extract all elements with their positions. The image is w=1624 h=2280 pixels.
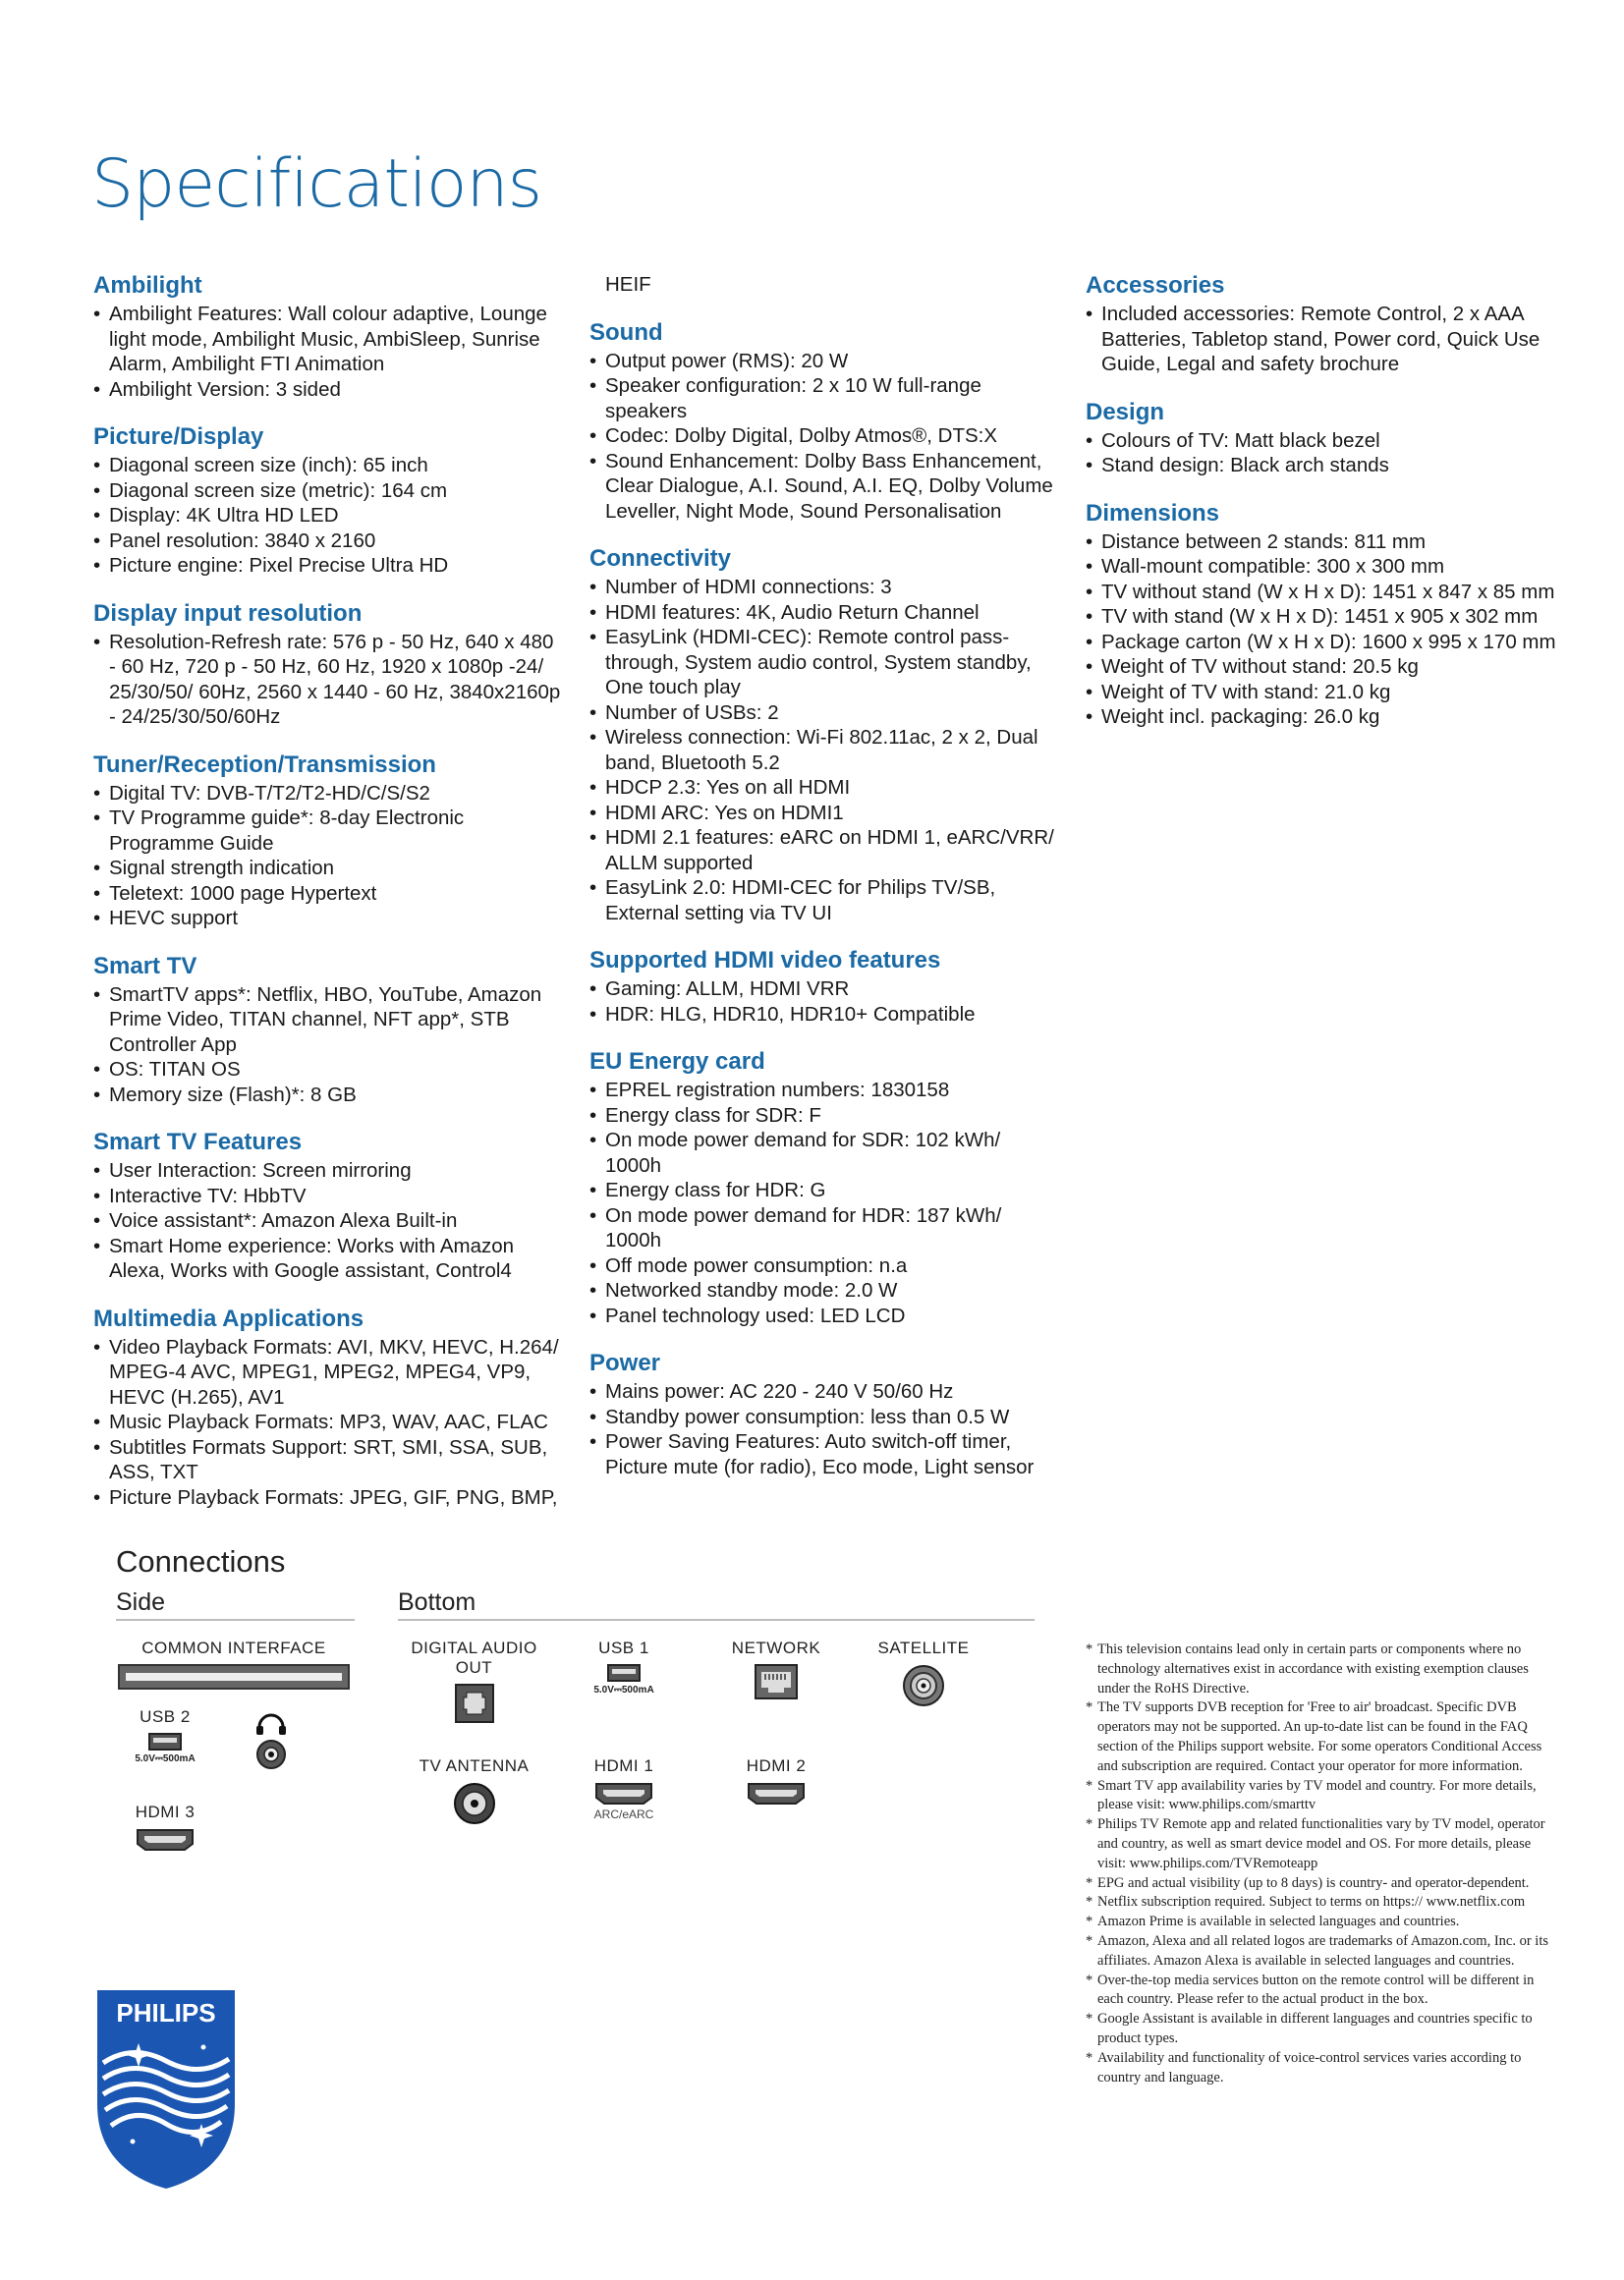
- spec-section: [93, 751, 565, 931]
- connections-side-label: Side: [116, 1588, 166, 1616]
- spec-section: [1086, 272, 1577, 377]
- spec-item: • Voice assistant*: Amazon Alexa Built-in: [93, 1208, 565, 1234]
- spec-item: • Number of USBs: 2: [589, 700, 1061, 726]
- section-heading: Connectivity: [589, 545, 732, 572]
- section-heading: Ambilight: [93, 272, 202, 299]
- footnote-item: * This television contains lead only in certain parts or components where no technology alternatives exist in accordance with existing exemption clauses under the RoHS Directive.: [1086, 1640, 1552, 1698]
- footnote-item: * Google Assistant is available in different languages and countries specific to product types.: [1086, 2010, 1552, 2049]
- connections-bottom-label: Bottom: [398, 1588, 476, 1616]
- port-common-interface: [116, 1639, 352, 1690]
- spec-section: [589, 1048, 1061, 1328]
- spec-item: • Panel technology used: LED LCD: [589, 1304, 1061, 1329]
- spec-list: [93, 781, 565, 931]
- spec-list: [93, 1335, 565, 1511]
- port-usb2: [118, 1707, 212, 1764]
- spec-section: [589, 545, 1061, 925]
- spec-item: • Signal strength indication: [93, 856, 565, 881]
- port-network: [717, 1639, 835, 1699]
- footnote-item: * Availability and functionality of voice-control services varies according to country and language.: [1086, 2049, 1552, 2088]
- section-heading: Power: [589, 1350, 661, 1376]
- spec-item: • Package carton (W x H x D): 1600 x 995 x 170 mm: [1086, 630, 1577, 655]
- spec-item: • TV without stand (W x H x D): 1451 x 847 x 85 mm: [1086, 580, 1577, 605]
- spec-list: [93, 302, 565, 402]
- spec-item: • Weight incl. packaging: 26.0 kg: [1086, 704, 1577, 730]
- spec-item: • Number of HDMI connections: 3: [589, 575, 1061, 600]
- spec-list: [589, 1379, 1061, 1479]
- footnote-item: * Philips TV Remote app and related functionalities vary by TV model, operator and country, as well as smart device model and OS. For more details, please visit: www.philips.com/TVRemoteapp: [1086, 1815, 1552, 1873]
- spec-item: • HDMI 2.1 features: eARC on HDMI 1, eARC/VRR/ ALLM supported: [589, 825, 1061, 875]
- spec-item: • Diagonal screen size (metric): 164 cm: [93, 478, 565, 504]
- satellite-connector-icon: [902, 1664, 945, 1707]
- footnote-item: * The TV supports DVB reception for 'Free to air' broadcast. Specific DVB operators may not be supported. An up-to-date list can be found in the FAQ section of the Philips support website. For some operators Conditional Access and subscription are required. Contact your operator for more information.: [1086, 1698, 1552, 1776]
- spec-list: [93, 1158, 565, 1284]
- spec-item: • Included accessories: Remote Control, 2 x AAA Batteries, Tabletop stand, Power cord, Quick Use Guide, Legal and safety brochure: [1086, 302, 1577, 377]
- spec-section: [93, 1306, 565, 1511]
- spec-item: • EPREL registration numbers: 1830158: [589, 1078, 1061, 1103]
- spec-item: • EasyLink (HDMI-CEC): Remote control pass-through, System audio control, System standby, One touch play: [589, 625, 1061, 700]
- spec-item: • Sound Enhancement: Dolby Bass Enhancement, Clear Dialogue, A.I. Sound, A.I. EQ, Dolby Volume Leveller, Night Mode, Sound Personalisation: [589, 449, 1061, 525]
- spec-item: • Gaming: ALLM, HDMI VRR: [589, 976, 1061, 1002]
- spec-item: • Picture Playback Formats: JPEG, GIF, PNG, BMP,: [93, 1485, 565, 1511]
- hdmi-icon: [136, 1828, 195, 1852]
- spec-item: • Interactive TV: HbbTV: [93, 1184, 565, 1209]
- spec-item: • Music Playback Formats: MP3, WAV, AAC, FLAC: [93, 1410, 565, 1435]
- spec-list: [1086, 529, 1577, 730]
- spec-list: [589, 1078, 1061, 1328]
- spec-item: • Resolution-Refresh rate: 576 p - 50 Hz, 640 x 480 - 60 Hz, 720 p - 50 Hz, 60 Hz, 1920 x 1080p -24/ 25/30/50/ 60Hz, 2560 x 1440 - 60 Hz, 3840x2160p - 24/25/30/50/60Hz: [93, 630, 565, 730]
- section-heading: Dimensions: [1086, 499, 1220, 527]
- port-label: USB 2: [140, 1707, 191, 1726]
- spec-item: • HDMI features: 4K, Audio Return Channel: [589, 600, 1061, 626]
- common-interface-slot-icon: [118, 1664, 350, 1690]
- spec-item: • HDR: HLG, HDR10, HDR10+ Compatible: [589, 1002, 1061, 1028]
- spec-section: [93, 272, 565, 402]
- section-heading: Supported HDMI video features: [589, 947, 941, 973]
- spec-column-1: [93, 272, 565, 1531]
- philips-logo: [93, 1986, 239, 2193]
- port-label: COMMON INTERFACE: [141, 1639, 326, 1657]
- spec-item: • Output power (RMS): 20 W: [589, 349, 1061, 374]
- footnote-item: * Over-the-top media services button on the remote control will be different in each country. Please refer to the actual product in the box.: [1086, 1972, 1552, 2011]
- antenna-connector-icon: [453, 1782, 496, 1825]
- spec-item: • Ambilight Features: Wall colour adaptive, Lounge light mode, Ambilight Music, AmbiSleep, Sunrise Alarm, Ambilight FTI Animation: [93, 302, 565, 377]
- spec-item: • Codec: Dolby Digital, Dolby Atmos®, DTS:X: [589, 423, 1061, 449]
- section-heading: Display input resolution: [93, 599, 363, 627]
- footnote-item: * Smart TV app availability varies by TV model and country. For more details, please visit: www.philips.com/smarttv: [1086, 1777, 1552, 1816]
- footnotes: [1086, 1640, 1552, 2087]
- side-divider: [116, 1619, 355, 1621]
- spec-list: [589, 349, 1061, 525]
- spec-list: [589, 272, 1061, 298]
- port-label: HDMI 1: [593, 1756, 654, 1775]
- spec-list: [589, 575, 1061, 925]
- section-heading: Multimedia Applications: [93, 1305, 364, 1332]
- spec-item: • Video Playback Formats: AVI, MKV, HEVC, H.264/ MPEG-4 AVC, MPEG1, MPEG2, MPEG4, VP9, HEVC (H.265), AV1: [93, 1335, 565, 1411]
- spec-item: • Display: 4K Ultra HD LED: [93, 503, 565, 528]
- bottom-divider: [398, 1619, 1035, 1621]
- page-title: Specifications: [91, 145, 542, 223]
- usb-icon: [148, 1733, 182, 1751]
- spec-section: [1086, 500, 1577, 730]
- port-tv-antenna: [408, 1756, 540, 1825]
- spec-item: • Energy class for SDR: F: [589, 1103, 1061, 1129]
- spec-item: HEIF: [605, 273, 651, 296]
- spec-item: • Picture engine: Pixel Precise Ultra HD: [93, 553, 565, 579]
- spec-item: • Wireless connection: Wi-Fi 802.11ac, 2 x 2, Dual band, Bluetooth 5.2: [589, 725, 1061, 775]
- spec-section: [589, 272, 1061, 298]
- spec-item: • Smart Home experience: Works with Amazon Alexa, Works with Google assistant, Control4: [93, 1234, 565, 1284]
- hdmi-icon: [747, 1782, 806, 1806]
- port-digital-audio-out: [408, 1639, 540, 1723]
- footnote-item: * Amazon Prime is available in selected languages and countries.: [1086, 1913, 1552, 1932]
- spec-item: • On mode power demand for SDR: 102 kWh/ 1000h: [589, 1128, 1061, 1178]
- section-heading: Tuner/Reception/Transmission: [93, 751, 436, 778]
- spec-item: • HEVC support: [93, 906, 565, 931]
- spec-item: • Energy class for HDR: G: [589, 1178, 1061, 1203]
- port-label: DIGITAL AUDIO OUT: [411, 1639, 537, 1677]
- section-heading: Smart TV: [93, 952, 197, 979]
- spec-item: • Digital TV: DVB-T/T2/T2-HD/C/S/S2: [93, 781, 565, 806]
- port-label: TV ANTENNA: [419, 1756, 530, 1775]
- section-heading: Picture/Display: [93, 423, 264, 450]
- spec-item: • HDMI ARC: Yes on HDMI1: [589, 801, 1061, 826]
- section-heading: Accessories: [1086, 272, 1225, 299]
- spec-column-2: [589, 272, 1061, 1501]
- spec-list: [589, 976, 1061, 1027]
- port-hdmi3: [118, 1803, 212, 1852]
- brand-wordmark: PHILIPS: [116, 1998, 216, 2028]
- spec-column-3: [1086, 272, 1577, 751]
- spec-section: [93, 423, 565, 579]
- spec-item: • Subtitles Formats Support: SRT, SMI, SSA, SUB, ASS, TXT: [93, 1435, 565, 1485]
- spec-item: • Off mode power consumption: n.a: [589, 1253, 1061, 1279]
- spec-item: • TV Programme guide*: 8-day Electronic Programme Guide: [93, 806, 565, 856]
- port-hdmi2: [732, 1756, 820, 1806]
- port-hdmi1: [580, 1756, 668, 1821]
- port-label: HDMI 2: [746, 1756, 807, 1775]
- spec-section: [93, 1129, 565, 1284]
- spec-item: • Distance between 2 stands: 811 mm: [1086, 529, 1577, 555]
- footnote-item: * Netflix subscription required. Subject to terms on https:// www.netflix.com: [1086, 1893, 1552, 1913]
- port-label: USB 1: [598, 1639, 649, 1657]
- footnote-item: * Amazon, Alexa and all related logos are trademarks of Amazon.com, Inc. or its affiliates. Amazon Alexa is available in selected languages and countries.: [1086, 1932, 1552, 1972]
- spec-section: [589, 947, 1061, 1027]
- spec-item: • Networked standby mode: 2.0 W: [589, 1278, 1061, 1304]
- section-heading: Sound: [589, 318, 663, 346]
- spec-list: [1086, 302, 1577, 377]
- spec-list: [93, 453, 565, 579]
- footnote-item: * EPG and actual visibility (up to 8 days) is country- and operator-dependent.: [1086, 1874, 1552, 1894]
- port-label: HDMI 3: [135, 1803, 196, 1821]
- port-rating: 5.0V⎓500mA: [593, 1685, 654, 1696]
- headphone-jack-icon: [252, 1707, 291, 1770]
- spec-item: • OS: TITAN OS: [93, 1057, 565, 1083]
- spec-item: • On mode power demand for HDR: 187 kWh/ 1000h: [589, 1203, 1061, 1253]
- spec-item: • Weight of TV with stand: 21.0 kg: [1086, 680, 1577, 705]
- spec-item: • SmartTV apps*: Netflix, HBO, YouTube, Amazon Prime Video, TITAN channel, NFT app*, STB Controller App: [93, 982, 565, 1058]
- port-label: SATELLITE: [877, 1639, 970, 1657]
- spec-item: • Panel resolution: 3840 x 2160: [93, 528, 565, 554]
- spec-item: • TV with stand (W x H x D): 1451 x 905 x 302 mm: [1086, 604, 1577, 630]
- spec-item: • Stand design: Black arch stands: [1086, 453, 1577, 478]
- spec-item: • HDCP 2.3: Yes on all HDMI: [589, 775, 1061, 801]
- section-heading: Smart TV Features: [93, 1129, 303, 1155]
- spec-list: [1086, 428, 1577, 478]
- port-rating: 5.0V⎓500mA: [135, 1753, 196, 1764]
- port-usb1: [580, 1639, 668, 1696]
- spec-item: • Memory size (Flash)*: 8 GB: [93, 1083, 565, 1108]
- spec-section: [589, 319, 1061, 525]
- port-label: NETWORK: [731, 1639, 821, 1657]
- spec-item: • Wall-mount compatible: 300 x 300 mm: [1086, 554, 1577, 580]
- spec-item: • Power Saving Features: Auto switch-off timer, Picture mute (for radio), Eco mode, Light sensor: [589, 1429, 1061, 1479]
- spec-item: • User Interaction: Screen mirroring: [93, 1158, 565, 1184]
- spec-list: [93, 982, 565, 1108]
- spec-section: [93, 600, 565, 730]
- spec-item: • Speaker configuration: 2 x 10 W full-range speakers: [589, 373, 1061, 423]
- spec-section: [93, 953, 565, 1108]
- optical-audio-icon: [455, 1684, 494, 1723]
- spec-item: • Standby power consumption: less than 0.5 W: [589, 1405, 1061, 1430]
- spec-item: • EasyLink 2.0: HDMI-CEC for Philips TV/SB, External setting via TV UI: [589, 875, 1061, 925]
- spec-section: [1086, 399, 1577, 478]
- spec-section: [589, 1350, 1061, 1479]
- ethernet-port-icon: [755, 1664, 798, 1699]
- spec-item: • Colours of TV: Matt black bezel: [1086, 428, 1577, 454]
- usb-icon: [607, 1664, 641, 1682]
- hdmi-icon: [594, 1782, 653, 1806]
- spec-item: • Teletext: 1000 page Hypertext: [93, 881, 565, 907]
- spec-item: • Diagonal screen size (inch): 65 inch: [93, 453, 565, 478]
- spec-list: [93, 630, 565, 730]
- spec-item: • Ambilight Version: 3 sided: [93, 377, 565, 403]
- section-heading: EU Energy card: [589, 1048, 765, 1075]
- section-heading: Design: [1086, 398, 1165, 425]
- spec-item: • Mains power: AC 220 - 240 V 50/60 Hz: [589, 1379, 1061, 1405]
- port-satellite: [865, 1639, 982, 1707]
- port-sublabel: ARC/eARC: [593, 1807, 654, 1821]
- connections-title: Connections: [116, 1544, 286, 1579]
- spec-item: • Weight of TV without stand: 20.5 kg: [1086, 654, 1577, 680]
